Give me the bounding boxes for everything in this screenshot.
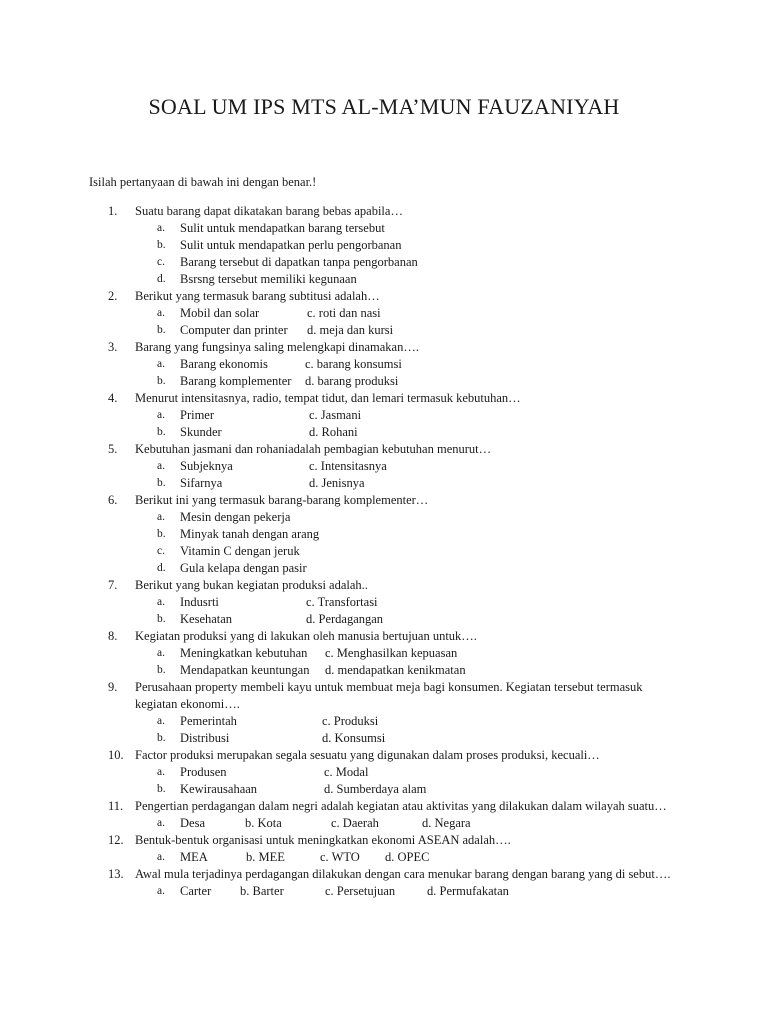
option-letter: d. <box>157 273 166 285</box>
option-text: Sulit untuk mendapatkan perlu pengorbanan <box>180 238 402 252</box>
question-text: Berikut ini yang termasuk barang-barang komplementer… <box>135 493 429 507</box>
instruction-text: Isilah pertanyaan di bawah ini dengan benar.! <box>89 175 317 189</box>
option-text-second-column: c. barang konsumsi <box>305 357 402 371</box>
answer-option-row <box>0 322 768 339</box>
question-text: Pengertian perdagangan dalam negri adalah kegiatan atau aktivitas yang dilakukan dalam wilayah suatu… <box>135 799 667 813</box>
answer-option <box>0 543 768 560</box>
answer-option-row <box>0 305 768 322</box>
option-text-second-column: c. Jasmani <box>309 408 362 422</box>
question-text: Perusahaan property membeli kayu untuk membuat meja bagi konsumen. Kegiatan tersebut termasuk kegiatan ekonomi…. <box>135 680 643 711</box>
option-text: Carter <box>180 884 212 898</box>
option-text-inline: c. WTO <box>320 850 360 864</box>
option-text-second-column: c. roti dan nasi <box>307 306 381 320</box>
answer-option-row <box>0 373 768 390</box>
option-text: Mobil dan solar <box>180 306 260 320</box>
question-text: Kegiatan produksi yang di lakukan oleh manusia bertujuan untuk…. <box>135 629 477 643</box>
question-text: Kebutuhan jasmani dan rohaniadalah pembagian kebutuhan menurut… <box>135 442 492 456</box>
answer-option-row <box>0 713 768 730</box>
option-text: Mesin dengan pekerja <box>180 510 291 524</box>
option-text: Subjeknya <box>180 459 233 473</box>
question-item <box>0 492 768 509</box>
answer-option <box>0 509 768 526</box>
option-text-second-column: d. barang produksi <box>305 374 399 388</box>
answer-option-row <box>0 475 768 492</box>
question-item <box>0 288 768 305</box>
answer-option-row <box>0 407 768 424</box>
option-letter: a. <box>157 511 165 523</box>
option-text: Computer dan printer <box>180 323 288 337</box>
option-letter: a. <box>157 885 165 897</box>
option-text: Meningkatkan kebutuhan <box>180 646 308 660</box>
option-letter: a. <box>157 817 165 829</box>
answer-option <box>0 560 768 577</box>
option-text: Barang ekonomis <box>180 357 268 371</box>
option-text: MEA <box>180 850 208 864</box>
question-number: 8. <box>108 629 118 643</box>
option-text: Minyak tanah dengan arang <box>180 527 320 541</box>
question-number: 12. <box>108 833 124 847</box>
answer-option-row <box>0 781 768 798</box>
answer-option-row <box>0 849 768 866</box>
question-item <box>0 866 768 883</box>
option-letter: b. <box>157 375 166 387</box>
option-letter: b. <box>157 426 166 438</box>
question-number: 6. <box>108 493 118 507</box>
option-text: Primer <box>180 408 215 422</box>
question-item <box>0 339 768 356</box>
question-text: Menurut intensitasnya, radio, tempat tidut, dan lemari termasuk kebutuhan… <box>135 391 521 405</box>
option-text: Distribusi <box>180 731 230 745</box>
option-letter: b. <box>157 664 166 676</box>
option-letter: b. <box>157 732 166 744</box>
option-letter: a. <box>157 596 165 608</box>
option-text: Indusrti <box>180 595 219 609</box>
option-text-second-column: d. Jenisnya <box>309 476 365 490</box>
option-letter: b. <box>157 613 166 625</box>
option-letter: a. <box>157 460 165 472</box>
option-letter: a. <box>157 647 165 659</box>
option-text-inline: b. Kota <box>245 816 282 830</box>
option-letter: a. <box>157 409 165 421</box>
answer-option-row <box>0 424 768 441</box>
answer-option <box>0 526 768 543</box>
question-number: 2. <box>108 289 118 303</box>
option-letter: c. <box>157 545 165 557</box>
option-text: Barang tersebut di dapatkan tanpa pengorbanan <box>180 255 418 269</box>
option-text-inline: d. Permufakatan <box>427 884 509 898</box>
option-letter: b. <box>157 528 166 540</box>
answer-option-row <box>0 730 768 747</box>
question-text: Berikut yang bukan kegiatan produksi adalah.. <box>135 578 368 592</box>
option-text: Kesehatan <box>180 612 233 626</box>
answer-option-row <box>0 764 768 781</box>
option-text: Bsrsng tersebut memiliki kegunaan <box>180 272 357 286</box>
question-text: Factor produksi merupakan segala sesuatu yang digunakan dalam proses produksi, kecuali… <box>135 748 600 762</box>
option-letter: d. <box>157 562 166 574</box>
answer-option <box>0 220 768 237</box>
question-item <box>0 679 768 713</box>
option-text-second-column: d. Sumberdaya alam <box>324 782 427 796</box>
option-text: Vitamin C dengan jeruk <box>180 544 300 558</box>
question-item <box>0 832 768 849</box>
option-text-second-column: c. Modal <box>324 765 369 779</box>
question-text: Bentuk-bentuk organisasi untuk meningkatkan ekonomi ASEAN adalah…. <box>135 833 511 847</box>
option-text: Desa <box>180 816 205 830</box>
option-text: Sulit untuk mendapatkan barang tersebut <box>180 221 385 235</box>
option-letter: a. <box>157 307 165 319</box>
option-text-second-column: c. Intensitasnya <box>309 459 387 473</box>
answer-option <box>0 254 768 271</box>
option-text: Gula kelapa dengan pasir <box>180 561 307 575</box>
option-text: Skunder <box>180 425 222 439</box>
option-letter: b. <box>157 239 166 251</box>
option-text-second-column: d. Perdagangan <box>306 612 384 626</box>
question-text: Awal mula terjadinya perdagangan dilakukan dengan cara menukar barang dengan barang yang di sebut…. <box>135 867 671 881</box>
question-item <box>0 747 768 764</box>
option-text-inline: d. OPEC <box>385 850 430 864</box>
question-list <box>0 203 768 900</box>
option-text-second-column: c. Transfortasi <box>306 595 378 609</box>
question-text: Barang yang fungsinya saling melengkapi dinamakan…. <box>135 340 419 354</box>
question-item <box>0 798 768 815</box>
answer-option-row <box>0 645 768 662</box>
question-number: 9. <box>108 680 118 694</box>
question-text: Berikut yang termasuk barang subtitusi adalah… <box>135 289 380 303</box>
question-number: 13. <box>108 867 124 881</box>
question-number: 1. <box>108 204 118 218</box>
option-text: Pemerintah <box>180 714 237 728</box>
answer-option <box>0 271 768 288</box>
answer-option-row <box>0 356 768 373</box>
option-letter: a. <box>157 358 165 370</box>
option-letter: a. <box>157 851 165 863</box>
option-text-second-column: d. mendapatkan kenikmatan <box>325 663 466 677</box>
option-text: Mendapatkan keuntungan <box>180 663 310 677</box>
question-number: 5. <box>108 442 118 456</box>
option-text-second-column: d. Rohani <box>309 425 358 439</box>
option-text: Produsen <box>180 765 227 779</box>
question-item <box>0 577 768 594</box>
answer-option-row <box>0 611 768 628</box>
option-text-inline: b. MEE <box>246 850 285 864</box>
option-text-second-column: c. Menghasilkan kepuasan <box>325 646 458 660</box>
option-letter: b. <box>157 783 166 795</box>
answer-option-row <box>0 883 768 900</box>
question-number: 7. <box>108 578 118 592</box>
option-letter: a. <box>157 715 165 727</box>
question-item <box>0 628 768 645</box>
question-number: 11. <box>108 799 124 813</box>
answer-option <box>0 237 768 254</box>
answer-option-row <box>0 458 768 475</box>
option-text-inline: b. Barter <box>240 884 284 898</box>
option-text-inline: c. Daerah <box>331 816 379 830</box>
option-text: Kewirausahaan <box>180 782 258 796</box>
question-text: Suatu barang dapat dikatakan barang bebas apabila… <box>135 204 403 218</box>
option-letter: b. <box>157 477 166 489</box>
answer-option-row <box>0 815 768 832</box>
option-text: Sifarnya <box>180 476 223 490</box>
option-text-second-column: c. Produksi <box>322 714 379 728</box>
question-number: 3. <box>108 340 118 354</box>
question-item <box>0 203 768 220</box>
question-item <box>0 441 768 458</box>
answer-option-row <box>0 662 768 679</box>
option-text-second-column: d. meja dan kursi <box>307 323 394 337</box>
question-number: 10. <box>108 748 124 762</box>
option-letter: b. <box>157 324 166 336</box>
option-letter: c. <box>157 256 165 268</box>
option-text-inline: d. Negara <box>422 816 471 830</box>
option-text: Barang komplementer <box>180 374 292 388</box>
option-letter: a. <box>157 222 165 234</box>
answer-option-row <box>0 594 768 611</box>
question-number: 4. <box>108 391 118 405</box>
page-title: SOAL UM IPS MTS AL-MA’MUN FAUZANIYAH <box>148 94 620 119</box>
option-text-inline: c. Persetujuan <box>325 884 396 898</box>
option-letter: a. <box>157 766 165 778</box>
question-item <box>0 390 768 407</box>
option-text-second-column: d. Konsumsi <box>322 731 386 745</box>
